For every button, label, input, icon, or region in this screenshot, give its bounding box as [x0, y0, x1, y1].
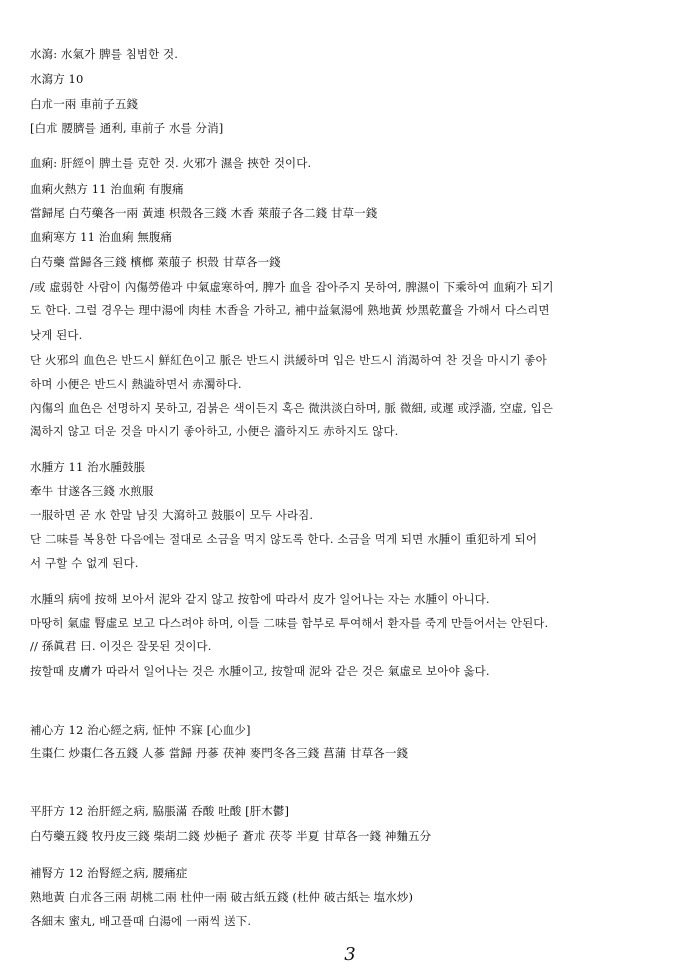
- text-line: 단 火邪의 血色은 반드시 鮮紅色이고 脈은 반드시 洪緩하며 입은 반드시 消渴하여 찬 것을 마시기 좋아: [30, 353, 547, 367]
- text-line: 熟地黃 白朮各三兩 胡桃二兩 杜仲一兩 破古紙五錢 (杜仲 破古紙는 塩水炒): [30, 890, 414, 904]
- text-line: 按할때 皮膚가 따라서 일어나는 것은 水腫이고, 按할때 泥와 같은 것은 氣虛로 보아야 옳다.: [30, 664, 490, 678]
- text-line: 渴하지 않고 더운 것을 마시기 좋아하고, 小便은 濇하지도 赤하지도 않다.: [30, 424, 399, 438]
- text-line: 水腫의 病에 按해 보아서 泥와 같지 않고 按함에 따라서 皮가 일어나는 자는 水腫이 아니다.: [30, 592, 490, 606]
- text-line: 서 구할 수 없게 된다.: [30, 556, 139, 570]
- text-line: 水瀉方 10: [30, 72, 84, 86]
- page-number: 3: [344, 944, 356, 965]
- text-line: 낫게 된다.: [30, 328, 83, 342]
- text-line: // 孫眞君 曰. 이것은 잘못된 것이다.: [30, 639, 212, 653]
- text-line: 血痢: 肝經이 脾土를 克한 것. 火邪가 濕을 挾한 것이다.: [30, 156, 312, 170]
- text-line: 一服하면 곧 水 한말 남짓 大瀉하고 鼓脹이 모두 사라짐.: [30, 508, 314, 522]
- text-line: 補腎方 12 治腎經之病, 腰痛症: [30, 866, 188, 880]
- text-line: 도 한다. 그럴 경우는 理中湯에 肉桂 木香을 가하고, 補中益氣湯에 熟地黃 炒黑乾薑을 가해서 다스리면: [30, 303, 550, 317]
- text-line: 生棗仁 炒棗仁各五錢 人蔘 當歸 丹蔘 茯神 麥門冬各三錢 菖蒲 甘草各一錢: [30, 746, 409, 760]
- text-line: 단 二味를 복용한 다음에는 절대로 소금을 먹지 않도록 한다. 소금을 먹게 되면 水腫이 重犯하게 되어: [30, 532, 538, 546]
- text-line: 水瀉: 水氣가 脾를 침범한 것.: [30, 47, 179, 61]
- text-line: 平肝方 12 治肝經之病, 脇脹滿 呑酸 吐酸 [肝木鬱]: [30, 804, 290, 818]
- text-line: /或 虛弱한 사람이 內傷勞倦과 中氣虛寒하여, 脾가 血을 잡아주지 못하여, 脾濕이 下乘하여 血痢가 되기: [30, 280, 554, 294]
- text-line: 水腫方 11 治水腫鼓脹: [30, 460, 146, 474]
- text-line: 血痢火熱方 11 治血痢 有腹痛: [30, 182, 184, 196]
- text-line: 當歸尾 白芍藥各一兩 黃連 枳殼各三錢 木香 萊菔子各二錢 甘草一錢: [30, 206, 378, 220]
- text-line: 白朮一兩 車前子五錢: [30, 97, 139, 111]
- text-line: 하며 小便은 반드시 熱澁하면서 赤濁하다.: [30, 377, 242, 391]
- text-line: 各細末 蜜丸, 배고플때 白湯에 一兩씩 送下.: [30, 914, 252, 928]
- text-line: 白芍藥五錢 牧丹皮三錢 柴胡二錢 炒梔子 蒼朮 茯苓 半夏 甘草各一錢 神麯五分: [30, 829, 432, 843]
- text-line: 마땅히 氣虛 腎虛로 보고 다스려야 하며, 이들 二味를 함부로 투여해서 환자를 죽게 만들어서는 안된다.: [30, 616, 549, 630]
- text-line: 血痢寒方 11 治血痢 無腹痛: [30, 230, 173, 244]
- text-line: 白芍藥 當歸各三錢 檳榔 萊菔子 枳殼 甘草各一錢: [30, 255, 281, 269]
- text-line: 牽牛 甘遂各三錢 水煎服: [30, 484, 154, 498]
- text-line: 補心方 12 治心經之病, 怔忡 不寐 [心血少]: [30, 723, 251, 737]
- text-line: [白朮 腰臍를 通利, 車前子 水를 分消]: [30, 121, 224, 135]
- text-line: 內傷의 血色은 선명하지 못하고, 검붉은 색이든지 혹은 微洪淡白하며, 脈 微細, 或遲 或浮濇, 空虛, 입은: [30, 401, 553, 415]
